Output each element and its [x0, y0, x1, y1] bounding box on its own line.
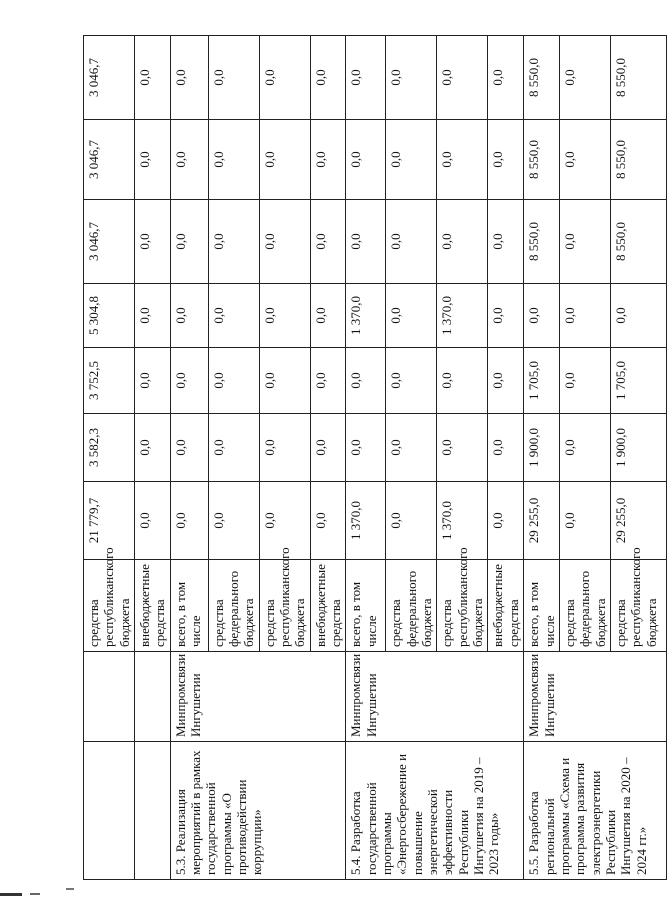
value-cell: 0,0: [208, 414, 259, 482]
source-cell: средства федерального бюджета: [559, 560, 610, 652]
value-cell: 0,0: [310, 482, 346, 560]
value-cell: 29 255,0: [524, 482, 560, 560]
value-cell: 0,0: [170, 348, 208, 414]
value-cell: 3 046,7: [84, 120, 135, 200]
program-title-5-4: 5.4. Разработка государственной программы «Энергосбережение и повышение энергетической эффективности Республики Ингушетия на 2019 – 2023 годы»: [346, 742, 524, 880]
value-cell: 3 046,7: [84, 36, 135, 120]
value-cell: 0,0: [386, 284, 437, 348]
value-cell: 0,0: [488, 284, 524, 348]
value-cell: 0,0: [488, 414, 524, 482]
value-cell: 0,0: [346, 200, 386, 284]
value-cell: 3 582,3: [84, 414, 135, 482]
value-cell: 0,0: [134, 482, 170, 560]
value-cell: 3 752,5: [84, 348, 135, 414]
value-cell: 0,0: [386, 414, 437, 482]
scan-artifact: [66, 888, 74, 890]
value-cell: 0,0: [386, 36, 437, 120]
value-cell: 0,0: [559, 120, 610, 200]
value-cell: 8 550,0: [610, 36, 666, 120]
source-cell: всего, в том числе: [346, 560, 386, 652]
value-cell: 0,0: [208, 200, 259, 284]
value-cell: 0,0: [488, 120, 524, 200]
value-cell: 0,0: [437, 414, 488, 482]
source-cell: всего, в том числе: [524, 560, 560, 652]
value-cell: 0,0: [170, 36, 208, 120]
value-cell: 0,0: [259, 482, 310, 560]
value-cell: 0,0: [170, 284, 208, 348]
value-cell: 0,0: [610, 284, 666, 348]
value-cell: 0,0: [208, 348, 259, 414]
value-cell: 1 705,0: [524, 348, 560, 414]
value-cell: 0,0: [259, 200, 310, 284]
cell-executor-empty: [134, 652, 170, 742]
value-cell: 0,0: [259, 120, 310, 200]
table-row: [84, 36, 135, 880]
source-cell: средства федерального бюджета: [208, 560, 259, 652]
value-cell: 0,0: [386, 200, 437, 284]
value-cell: 8 550,0: [524, 36, 560, 120]
value-cell: 0,0: [310, 284, 346, 348]
value-cell: 0,0: [488, 482, 524, 560]
value-cell: 0,0: [310, 120, 346, 200]
value-cell: 0,0: [559, 414, 610, 482]
source-cell: средства республиканского бюджета: [437, 560, 488, 652]
value-cell: 0,0: [259, 414, 310, 482]
rotated-table-container: [83, 36, 659, 880]
value-cell: 0,0: [346, 414, 386, 482]
executor-cell: Минпромсвязи Ингушетии: [524, 652, 667, 742]
budget-table: [83, 35, 667, 880]
value-cell: 21 779,7: [84, 482, 135, 560]
cell-title-empty: [84, 742, 135, 880]
value-cell: 0,0: [346, 36, 386, 120]
value-cell: 0,0: [208, 482, 259, 560]
scan-artifact: [30, 893, 40, 895]
value-cell: 0,0: [437, 200, 488, 284]
value-cell: 1 370,0: [437, 284, 488, 348]
value-cell: 1 370,0: [346, 284, 386, 348]
source-cell: внебюджетные средства: [488, 560, 524, 652]
value-cell: 0,0: [559, 348, 610, 414]
value-cell: 0,0: [559, 36, 610, 120]
value-cell: 8 550,0: [524, 200, 560, 284]
value-cell: 1 370,0: [346, 482, 386, 560]
value-cell: 8 550,0: [524, 120, 560, 200]
value-cell: 0,0: [208, 284, 259, 348]
value-cell: 0,0: [488, 348, 524, 414]
value-cell: 0,0: [134, 284, 170, 348]
value-cell: 0,0: [310, 200, 346, 284]
value-cell: 0,0: [208, 120, 259, 200]
value-cell: 8 550,0: [610, 120, 666, 200]
value-cell: 0,0: [259, 284, 310, 348]
value-cell: 0,0: [386, 482, 437, 560]
scan-artifact: [0, 893, 22, 896]
table-row: [346, 36, 386, 880]
value-cell: 0,0: [259, 36, 310, 120]
value-cell: 0,0: [310, 348, 346, 414]
value-cell: 0,0: [170, 482, 208, 560]
value-cell: 0,0: [437, 348, 488, 414]
executor-cell: Минпромсвязи Ингушетии: [170, 652, 346, 742]
value-cell: 0,0: [170, 120, 208, 200]
value-cell: 0,0: [134, 414, 170, 482]
value-cell: 3 046,7: [84, 200, 135, 284]
source-cell: всего, в том числе: [170, 560, 208, 652]
program-title-5-3: 5.3. Реализация мероприятий в рамках государственной программы «О противодействии коррупции»: [170, 742, 346, 880]
value-cell: 0,0: [386, 120, 437, 200]
value-cell: 1 900,0: [610, 414, 666, 482]
source-cell: средства республиканского бюджета: [610, 560, 666, 652]
value-cell: 29 255,0: [610, 482, 666, 560]
value-cell: 0,0: [437, 120, 488, 200]
value-cell: 0,0: [346, 120, 386, 200]
value-cell: 0,0: [134, 200, 170, 284]
value-cell: 0,0: [170, 414, 208, 482]
value-cell: 5 304,8: [84, 284, 135, 348]
program-title-5-5: 5.5. Разработка региональной программы «Схема и программа развития электроэнергетики Республики Ингушетия на 2020 –2024 гг.»: [524, 742, 667, 880]
value-cell: 0,0: [488, 200, 524, 284]
value-cell: 0,0: [310, 414, 346, 482]
value-cell: 0,0: [134, 348, 170, 414]
source-cell: средства республиканского бюджета: [259, 560, 310, 652]
cell-executor-empty: [84, 652, 135, 742]
executor-cell: Минпромсвязи Ингушетии: [346, 652, 524, 742]
value-cell: 0,0: [134, 120, 170, 200]
value-cell: 0,0: [208, 36, 259, 120]
value-cell: 1 370,0: [437, 482, 488, 560]
value-cell: 1 705,0: [610, 348, 666, 414]
value-cell: 0,0: [310, 36, 346, 120]
value-cell: 0,0: [488, 36, 524, 120]
value-cell: 0,0: [259, 348, 310, 414]
table-row: [524, 36, 560, 880]
value-cell: 0,0: [559, 284, 610, 348]
value-cell: 8 550,0: [610, 200, 666, 284]
value-cell: 0,0: [170, 200, 208, 284]
table-row: [134, 36, 170, 880]
table-row: [170, 36, 208, 880]
value-cell: 0,0: [524, 284, 560, 348]
value-cell: 0,0: [386, 348, 437, 414]
cell-title-empty: [134, 742, 170, 880]
source-cell: внебюджетные средства: [134, 560, 170, 652]
value-cell: 0,0: [559, 482, 610, 560]
value-cell: 0,0: [346, 348, 386, 414]
source-cell: средства республиканского бюджета: [84, 560, 135, 652]
value-cell: 0,0: [134, 36, 170, 120]
value-cell: 1 900,0: [524, 414, 560, 482]
source-cell: внебюджетные средства: [310, 560, 346, 652]
value-cell: 0,0: [559, 200, 610, 284]
source-cell: средства федерального бюджета: [386, 560, 437, 652]
value-cell: 0,0: [437, 36, 488, 120]
